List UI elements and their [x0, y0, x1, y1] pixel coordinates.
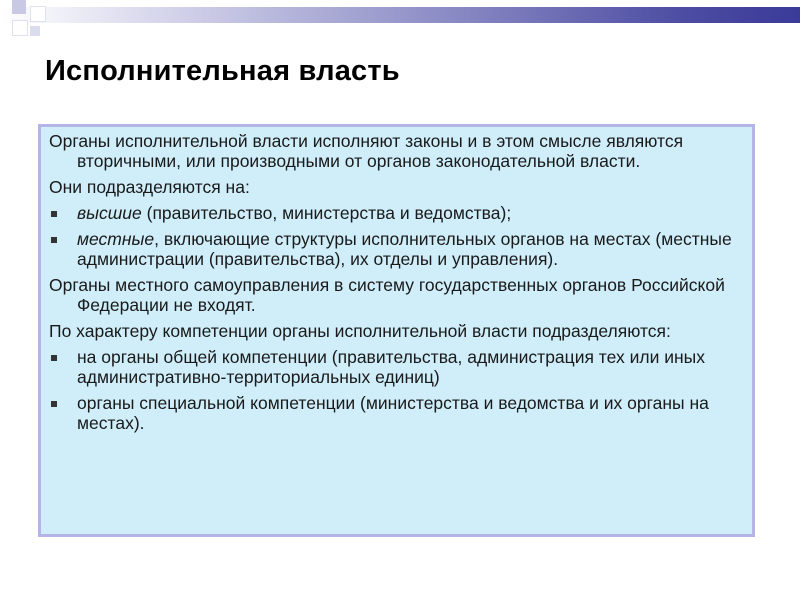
decorative-square — [30, 26, 40, 36]
square-bullet-icon — [51, 211, 57, 217]
header-gradient-bar — [0, 7, 800, 23]
square-bullet-icon — [51, 355, 57, 361]
paragraph: Органы местного самоуправления в систему государственных органов Российской Федерации не входят. — [49, 275, 725, 315]
bullet-emphasis: местные — [77, 229, 155, 249]
decorative-square — [12, 20, 28, 36]
decorative-square — [12, 0, 26, 14]
bullet-text: (правительство, министерства и ведомства); — [141, 203, 512, 223]
bullet-item — [49, 229, 744, 269]
paragraph: По характеру компетенции органы исполнительной власти подразделяются: — [49, 321, 671, 341]
paragraph: Они подразделяются на: — [49, 177, 250, 197]
bullet-text: , включающие структуры исполнительных органов на местах (местные администрации (правительства), их отделы и управления). — [77, 229, 732, 269]
bullet-item — [49, 347, 744, 387]
bullet-text: на органы общей компетенции (правительства, администрация тех или иных административно-территориальных единиц) — [77, 347, 705, 387]
paragraph: Органы исполнительной власти исполняют законы и в этом смысле являются вторичными, или производными от органов законодательной власти. — [49, 131, 684, 171]
square-bullet-icon — [51, 401, 57, 407]
slide-title: Исполнительная власть — [45, 55, 400, 87]
bullet-text: органы специальной компетенции (министерства и ведомства и их органы на местах). — [77, 393, 709, 433]
bullet-item — [49, 393, 744, 433]
content-box — [38, 124, 755, 537]
decorative-square — [30, 6, 46, 22]
bullet-emphasis: высшие — [77, 203, 142, 223]
square-bullet-icon — [51, 237, 57, 243]
bullet-item — [49, 203, 744, 223]
